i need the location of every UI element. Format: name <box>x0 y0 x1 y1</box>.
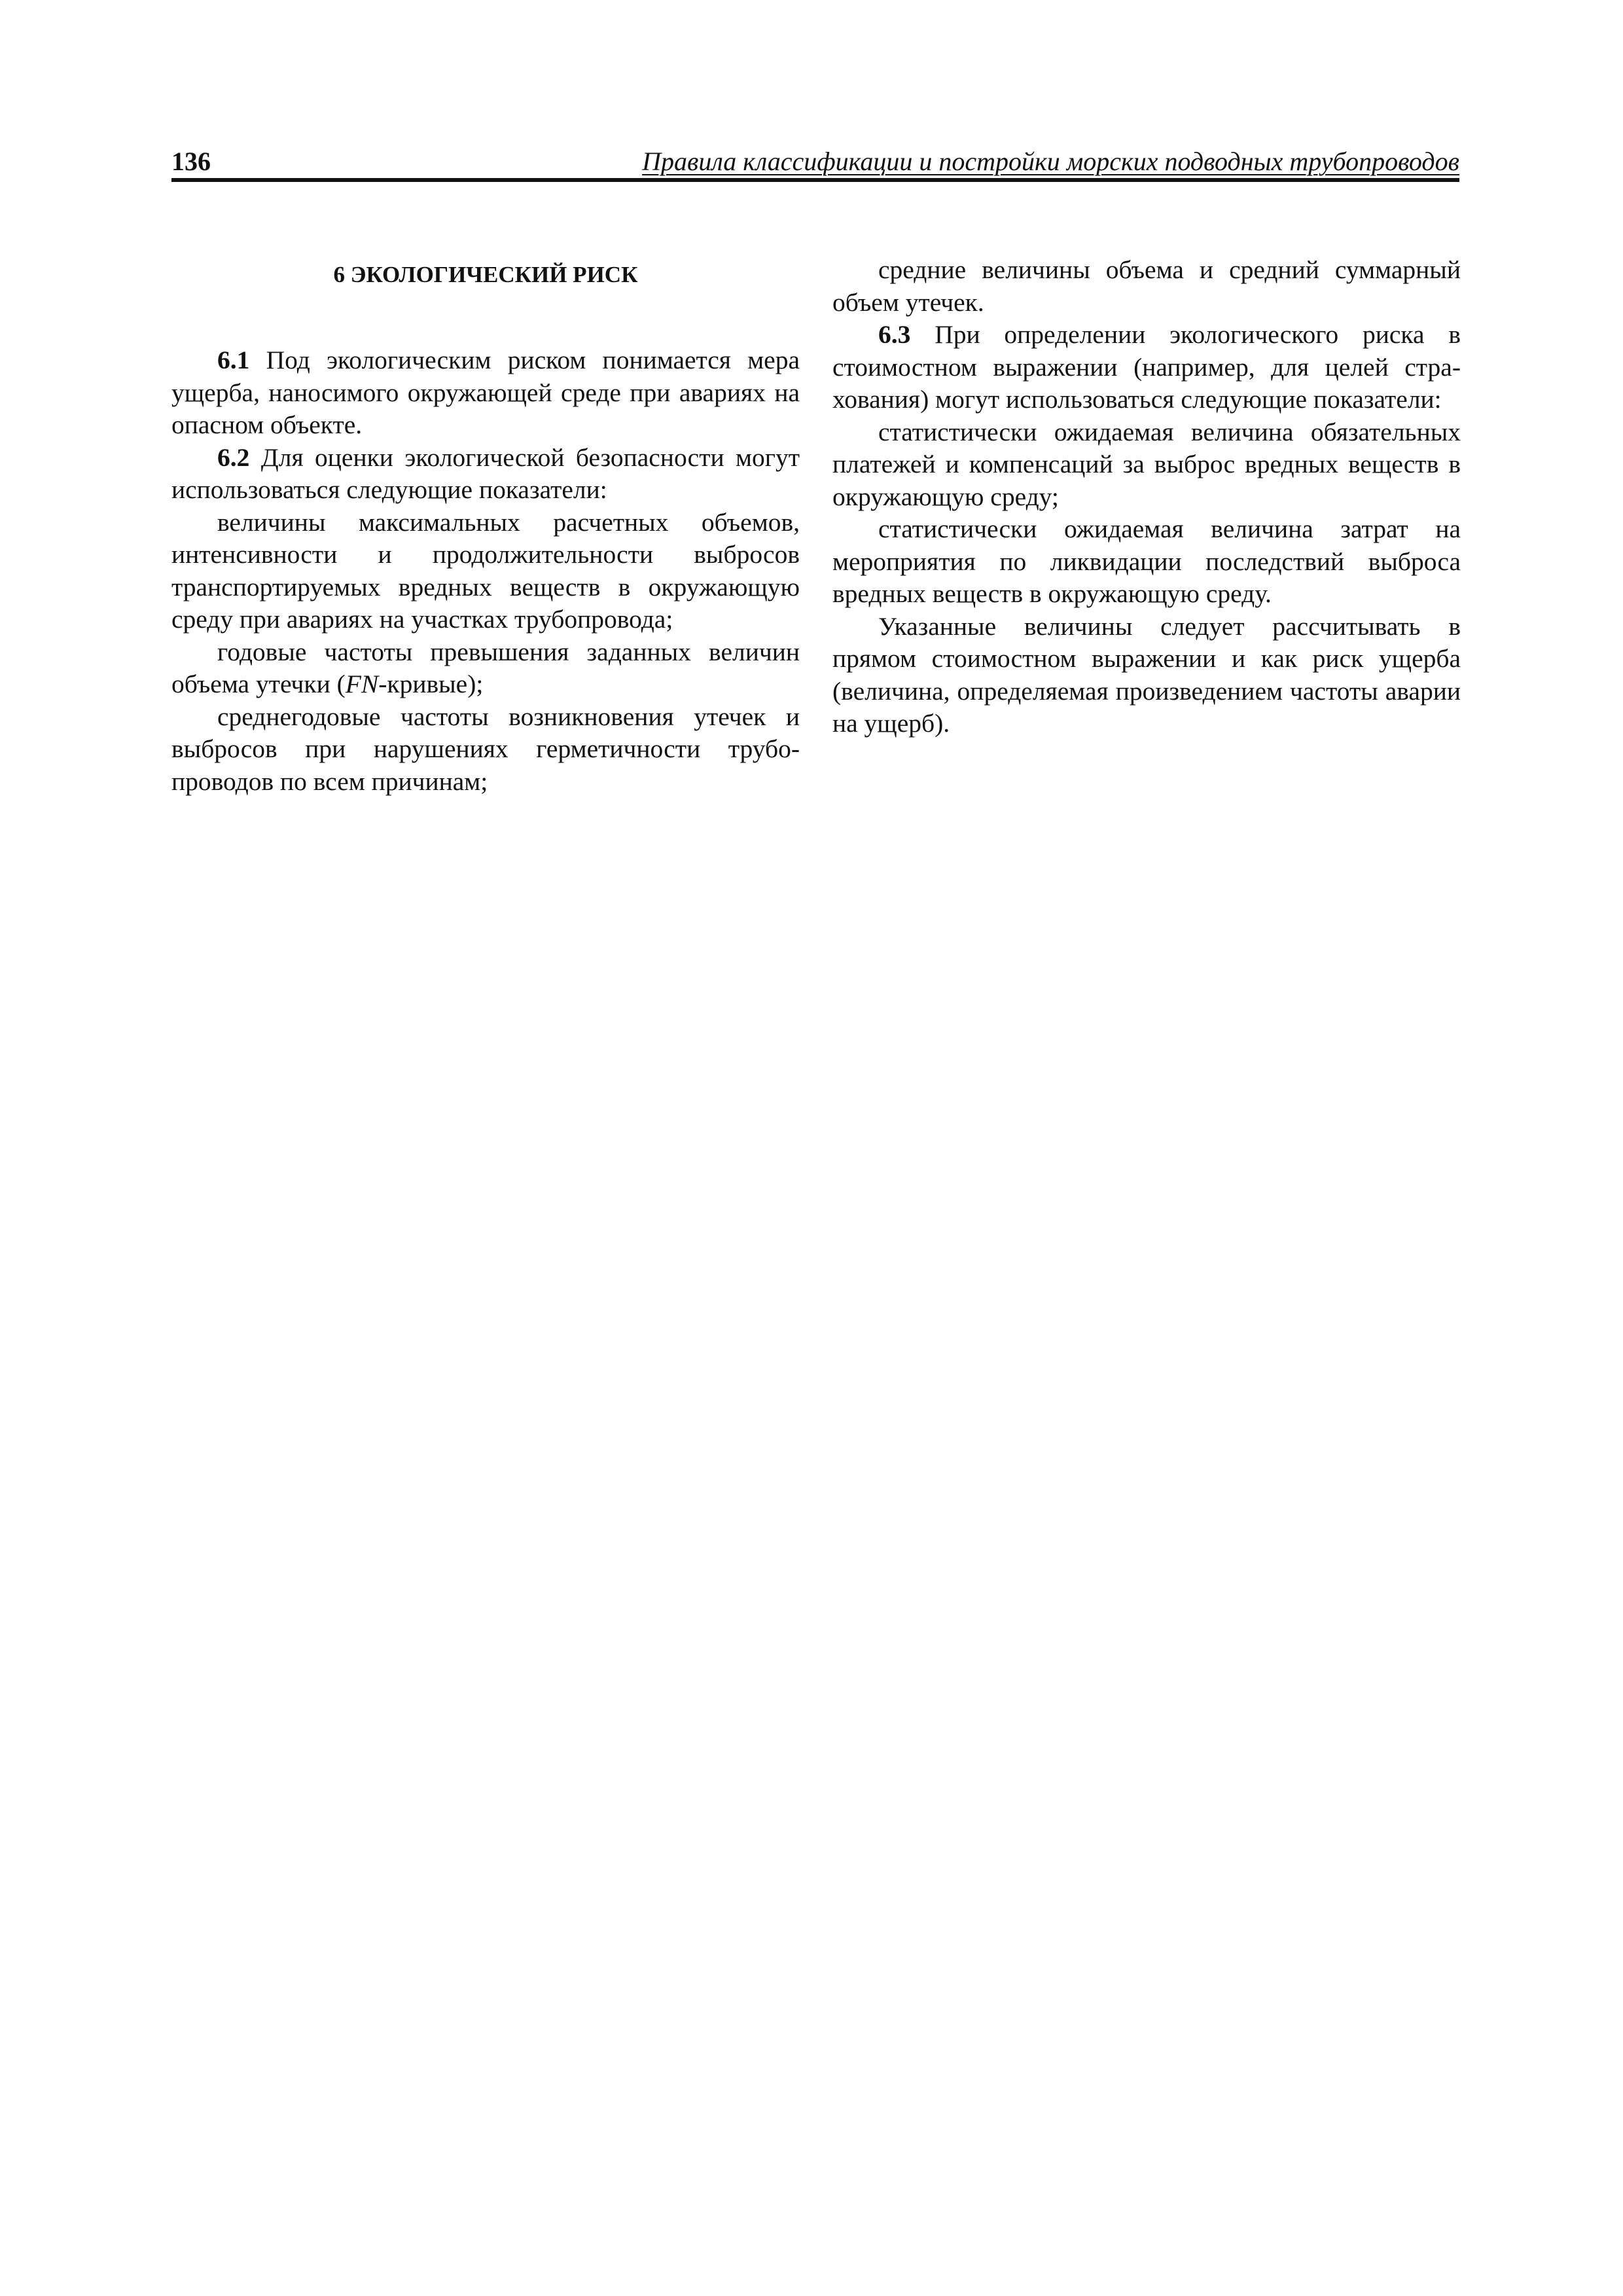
left-column <box>171 255 800 798</box>
header-divider <box>171 178 1459 182</box>
clause-number-6-1: 6.1 <box>217 346 250 374</box>
paragraph-6-2 <box>171 442 800 507</box>
fn-italic-term: FN <box>345 670 379 698</box>
paragraph-text: Под экологическим риском понимается мера ущерба, наносимого окружающей среде при авариях на опасном объекте. <box>171 346 800 439</box>
list-item-annual-frequencies <box>171 636 800 701</box>
running-title: Правила классификации и постройки морских подводных трубопроводов <box>642 147 1459 176</box>
clause-number-6-2: 6.2 <box>217 442 250 472</box>
clause-number-6-3: 6.3 <box>878 320 911 349</box>
page-number: 136 <box>171 147 211 176</box>
paragraph-text: годовые частоты превышения заданных величин объема утечки ( <box>171 637 800 698</box>
list-item-payments: статистически ожидаемая величина обязательных платежей и компенсаций за выброс вредных веществ в окружающую среду; <box>832 417 1461 511</box>
paragraph-calculation-note: Указанные величины следует рассчитывать в прямом стоимостном выражении и как риск ущерба (величина, определяемая произведением частоты аварии на ущерб). <box>832 611 1461 738</box>
paragraph-6-1 <box>171 344 800 442</box>
paragraph-text: -кривые); <box>378 670 484 698</box>
paragraph-text: Для оценки экологической безопасности могут использоваться следующие показатели: <box>171 442 800 504</box>
list-item-average-annual-frequencies: среднегодовые частоты возникновения утечек и выбросов при нарушениях герметичности трубопроводов по всем причинам; <box>171 702 800 796</box>
page-header <box>171 145 1459 178</box>
list-item-costs: статистически ожидаемая величина затрат на мероприятия по ликвидации последствий выброса вредных веществ в окружающую среду. <box>832 514 1461 608</box>
list-item-max-volumes: величины максимальных расчетных объемов, интенсивности и продолжительности выбросов транспортируемых вредных веществ в окружающую среду при авариях на участках трубопровода; <box>171 507 800 634</box>
list-item-average-volumes: средние величины объема и средний суммарный объем утечек. <box>832 255 1461 317</box>
section-heading: 6 ЭКОЛОГИЧЕСКИЙ РИСК <box>333 262 638 287</box>
paragraph-text: При определении экологического риска в стоимостном выражении (например, для целей страхования) могут использоваться следующие показатели: <box>832 320 1461 414</box>
paragraph-6-3 <box>832 319 1461 416</box>
right-column <box>832 254 1461 740</box>
